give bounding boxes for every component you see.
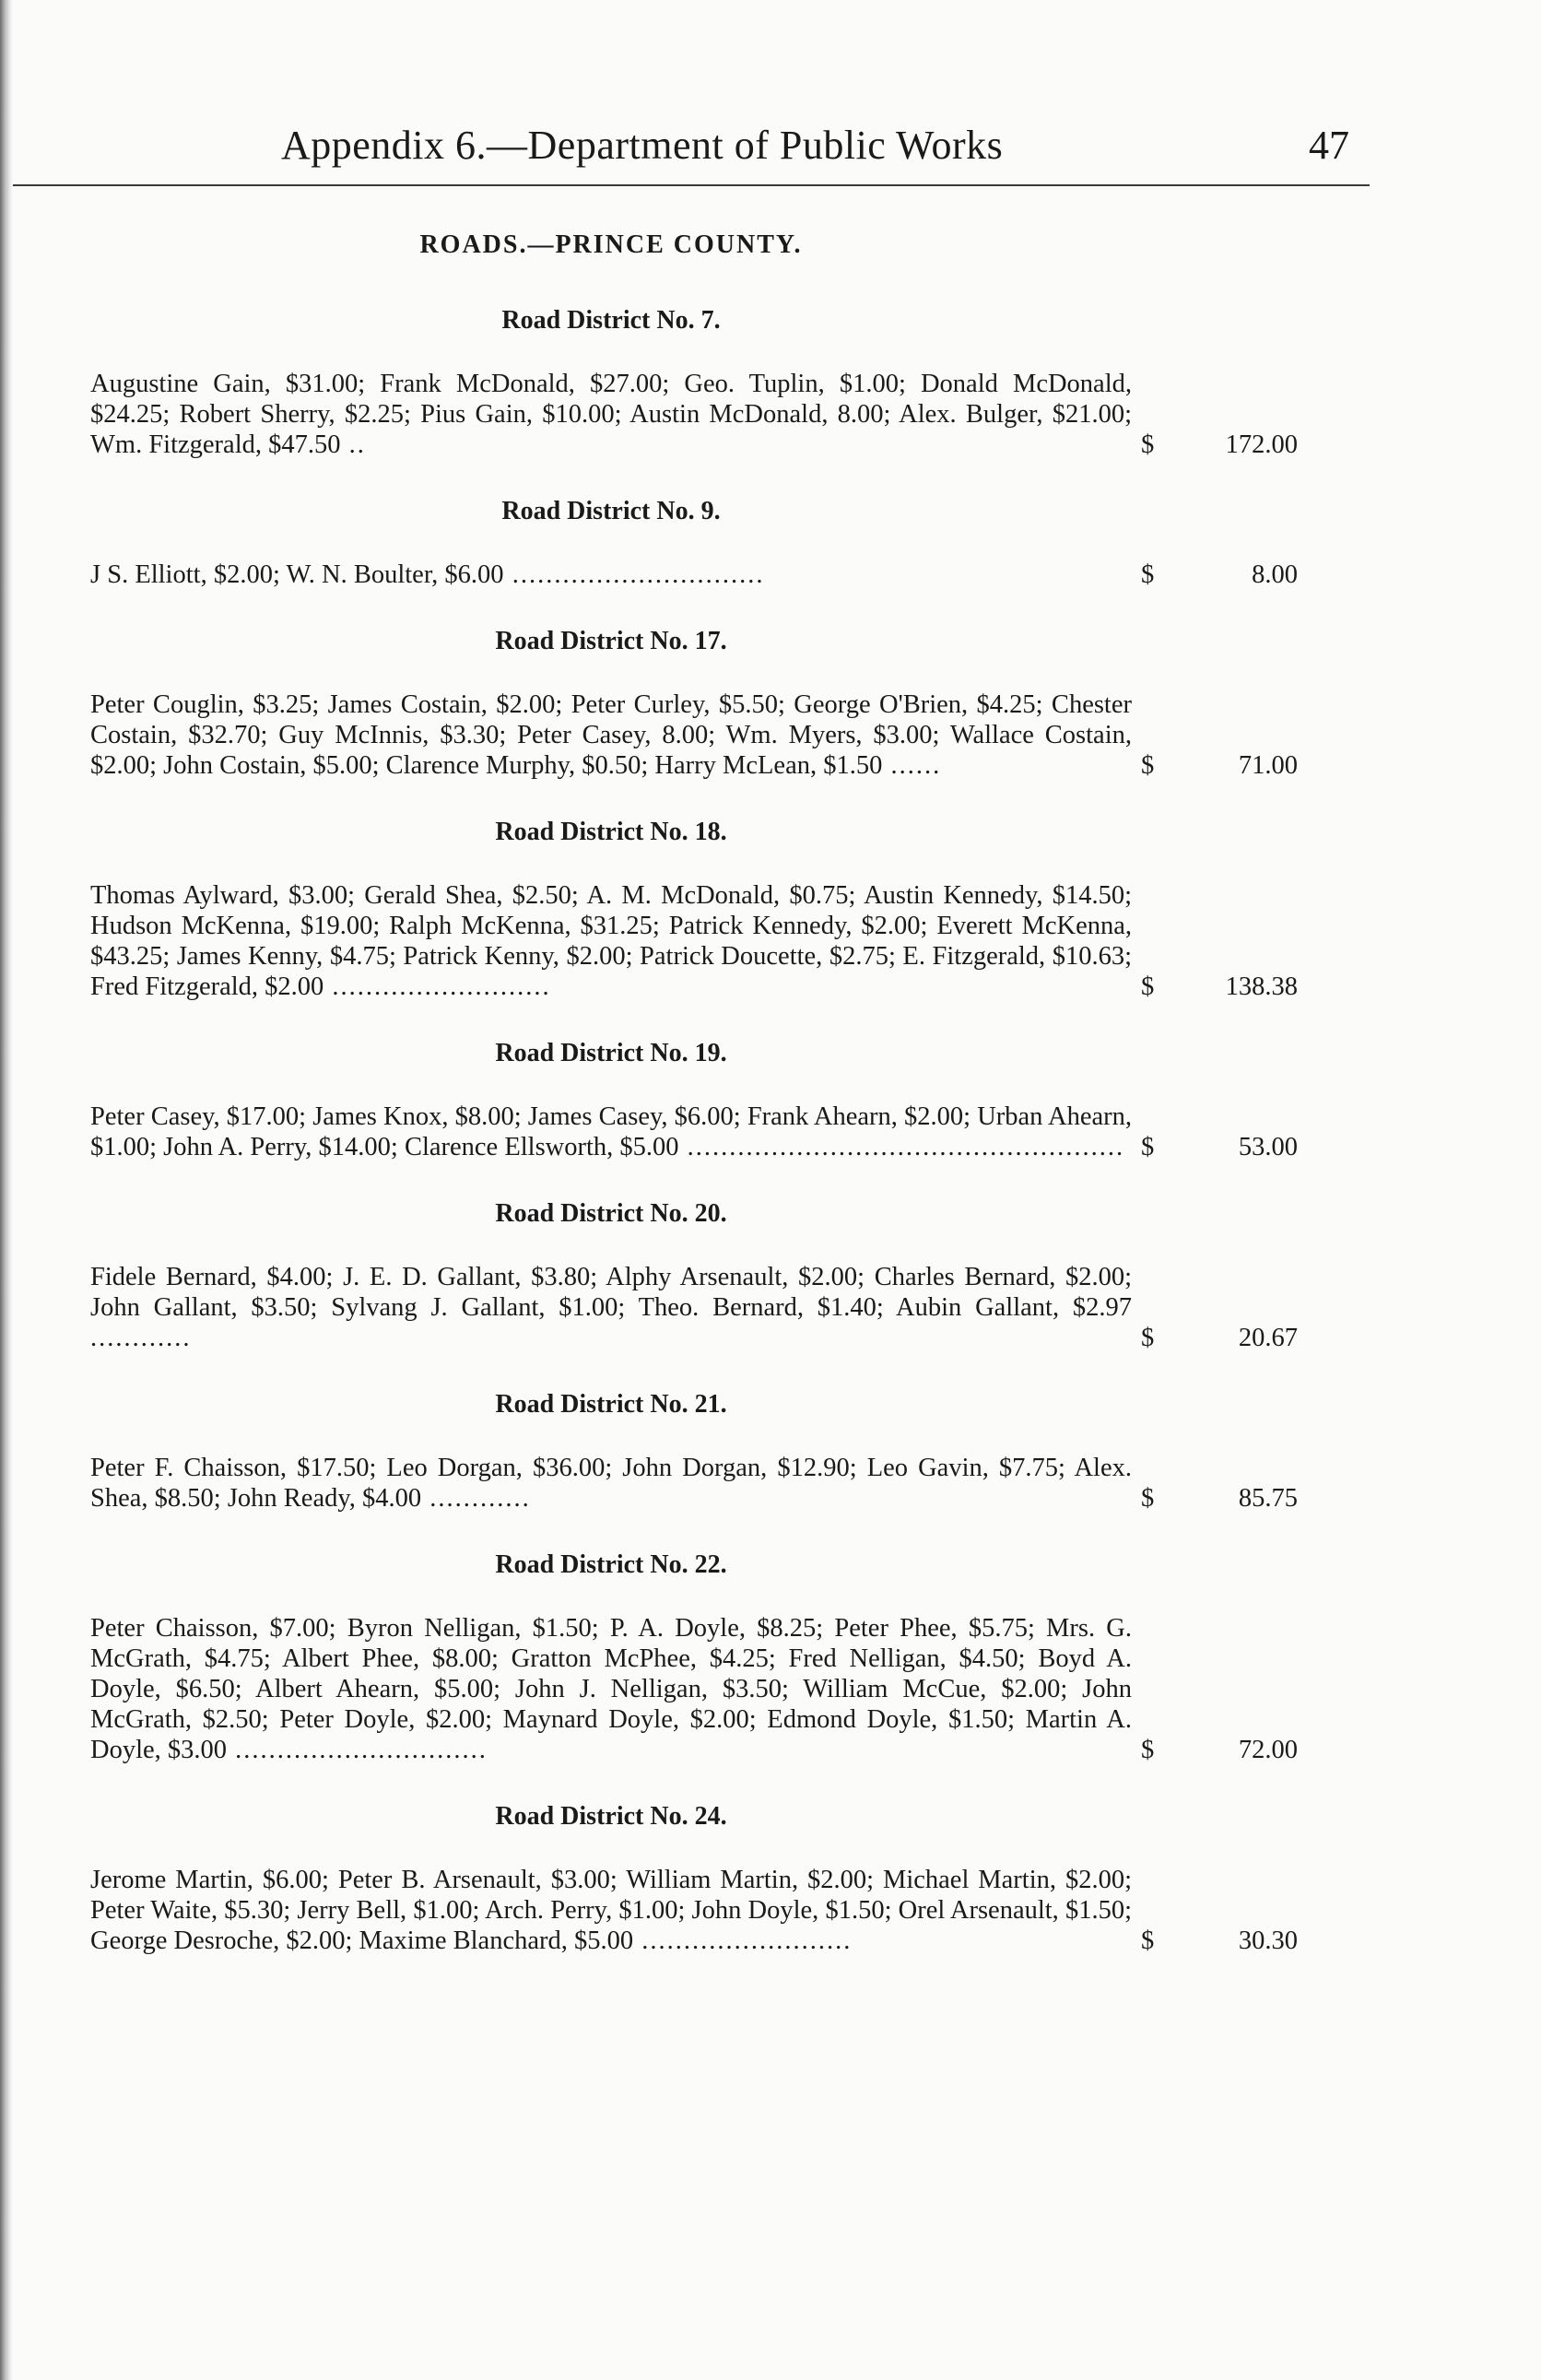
district-heading: Road District No. 18.: [495, 818, 727, 846]
currency-sign: $: [1141, 560, 1155, 589]
district-total: [1141, 430, 1298, 460]
dot-leader: ..............................: [503, 560, 765, 589]
payee-list: [90, 560, 1132, 590]
dot-leader: ..............................: [227, 1736, 488, 1764]
payee-list: [90, 1102, 1132, 1162]
district-entry: [90, 689, 1344, 781]
payee-text: Fidele Bernard, $4.00; J. E. D. Gallant, $3.80; Alphy Arsenault, $2.00; Charles Bernard, $2.00; John Gallant, $3.50; Sylvang J. Gallant, $1.00; Theo. Bernard, $1.40; Aubin Gallant, $2.97: [90, 1263, 1132, 1322]
payee-list: [90, 1262, 1132, 1353]
scan-edge: [0, 0, 13, 2380]
district-heading: Road District No. 17.: [495, 627, 727, 655]
district-heading: Road District No. 9.: [501, 497, 721, 525]
district-block: [90, 627, 1344, 781]
district-block: [90, 1039, 1344, 1162]
dot-leader: ............: [421, 1484, 531, 1513]
district-entry: [90, 1262, 1344, 1353]
running-head: [0, 122, 1541, 177]
payee-text: Peter F. Chaisson, $17.50; Leo Dorgan, $36.00; John Dorgan, $12.90; Leo Gavin, $7.75; Alex. Shea, $8.50; John Ready, $4.00: [90, 1454, 1132, 1513]
payee-list: [90, 880, 1132, 1002]
total-amount: 20.67: [1238, 1324, 1298, 1352]
total-amount: 71.00: [1238, 751, 1298, 780]
header-rule: [13, 184, 1370, 186]
currency-sign: $: [1141, 1484, 1155, 1513]
payee-text: Peter Casey, $17.00; James Knox, $8.00; James Casey, $6.00; Frank Ahearn, $2.00; Urban Ahearn, $1.00; John A. Perry, $14.00; Clarence Ellsworth, $5.00: [90, 1102, 1132, 1161]
district-block: [90, 1390, 1344, 1514]
district-block: [90, 1802, 1344, 1956]
currency-sign: $: [1141, 751, 1155, 780]
district-total: [1141, 1735, 1298, 1765]
payee-list: [90, 689, 1132, 781]
total-amount: 138.38: [1225, 972, 1298, 1001]
district-block: [90, 1199, 1344, 1353]
district-total: [1141, 1323, 1298, 1353]
currency-sign: $: [1141, 1736, 1155, 1764]
district-entry: [90, 560, 1344, 590]
dot-leader: ............: [90, 1324, 192, 1352]
payee-text: Jerome Martin, $6.00; Peter B. Arsenault, $3.00; William Martin, $2.00; Michael Martin, $2.00; Peter Waite, $5.30; Jerry Bell, $1.00; Arch. Perry, $1.00; John Doyle, $1.50; Orel Arsenault, $1.50; George Desroche, $2.00; Maxime Blanchard, $5.00: [90, 1866, 1132, 1955]
dot-leader: ..: [340, 430, 366, 459]
page-content: [90, 230, 1344, 1993]
district-heading: Road District No. 7.: [501, 306, 721, 335]
payee-list: [90, 1613, 1132, 1765]
total-amount: 85.75: [1238, 1484, 1298, 1513]
payee-text: Augustine Gain, $31.00; Frank McDonald, $27.00; Geo. Tuplin, $1.00; Donald McDonald, $24.25; Robert Sherry, $2.25; Pius Gain, $10.00; Austin McDonald, 8.00; Alex. Bulger, $21.00; Wm. Fitzgerald, $47.50: [90, 370, 1132, 459]
payee-text: Peter Couglin, $3.25; James Costain, $2.00; Peter Curley, $5.50; George O'Brien, $4.25; Chester Costain, $32.70; Guy McInnis, $3.30; Peter Casey, 8.00; Wm. Myers, $3.00; Wallace Costain, $2.00; John Costain, $5.00; Clarence Murphy, $0.50; Harry McLean, $1.50: [90, 690, 1132, 780]
section-title: ROADS.—PRINCE COUNTY.: [419, 230, 803, 259]
dot-leader: ....................................................: [678, 1133, 1125, 1161]
district-entry: [90, 1613, 1344, 1765]
payee-list: [90, 1453, 1132, 1514]
payee-text: J S. Elliott, $2.00; W. N. Boulter, $6.00: [90, 560, 504, 589]
payee-list: [90, 1865, 1132, 1956]
page-number: 47: [1309, 123, 1349, 168]
dot-leader: ......: [882, 751, 942, 780]
district-block: [90, 818, 1344, 1002]
district-block: [90, 306, 1344, 460]
currency-sign: $: [1141, 1926, 1155, 1955]
district-heading: Road District No. 20.: [495, 1199, 727, 1228]
district-heading: Road District No. 24.: [495, 1802, 727, 1831]
dot-leader: .........................: [633, 1926, 853, 1955]
district-block: [90, 1550, 1344, 1765]
currency-sign: $: [1141, 1133, 1155, 1161]
running-title: Appendix 6.—Department of Public Works: [281, 123, 1004, 168]
payee-text: Thomas Aylward, $3.00; Gerald Shea, $2.50; A. M. McDonald, $0.75; Austin Kennedy, $14.50; Hudson McKenna, $19.00; Ralph McKenna, $31.25; Patrick Kennedy, $2.00; Everett McKenna, $43.25; James Kenny, $4.75; Patrick Kenny, $2.00; Patrick Doucette, $2.75; E. Fitzgerald, $10.63; Fred Fitzgerald, $2.00: [90, 881, 1132, 1001]
district-entry: [90, 1453, 1344, 1514]
currency-sign: $: [1141, 430, 1155, 459]
district-heading: Road District No. 22.: [495, 1550, 727, 1579]
district-total: [1141, 1926, 1298, 1956]
currency-sign: $: [1141, 1324, 1155, 1352]
district-entry: [90, 1865, 1344, 1956]
district-total: [1141, 1483, 1298, 1514]
total-amount: 72.00: [1238, 1736, 1298, 1764]
district-total: [1141, 750, 1298, 781]
dot-leader: ..........................: [323, 972, 551, 1001]
district-total: [1141, 560, 1298, 590]
payee-list: [90, 369, 1132, 460]
district-total: [1141, 1132, 1298, 1162]
total-amount: 172.00: [1225, 430, 1298, 459]
currency-sign: $: [1141, 972, 1155, 1001]
district-entry: [90, 880, 1344, 1002]
total-amount: 53.00: [1238, 1133, 1298, 1161]
district-entry: [90, 1102, 1344, 1162]
district-heading: Road District No. 21.: [495, 1390, 727, 1419]
payee-text: Peter Chaisson, $7.00; Byron Nelligan, $1.50; P. A. Doyle, $8.25; Peter Phee, $5.75; Mrs. G. McGrath, $4.75; Albert Phee, $8.00; Gratton McPhee, $4.25; Fred Nelligan, $4.50; Boyd A. Doyle, $6.50; Albert Ahearn, $5.00; John J. Nelligan, $3.50; William McCue, $2.00; John McGrath, $2.50; Peter Doyle, $2.00; Maynard Doyle, $2.00; Edmond Doyle, $1.50; Martin A. Doyle, $3.00: [90, 1614, 1132, 1764]
total-amount: 8.00: [1252, 560, 1298, 589]
district-heading: Road District No. 19.: [495, 1039, 727, 1067]
district-block: [90, 497, 1344, 590]
district-total: [1141, 972, 1298, 1002]
district-entry: [90, 369, 1344, 460]
total-amount: 30.30: [1238, 1926, 1298, 1955]
